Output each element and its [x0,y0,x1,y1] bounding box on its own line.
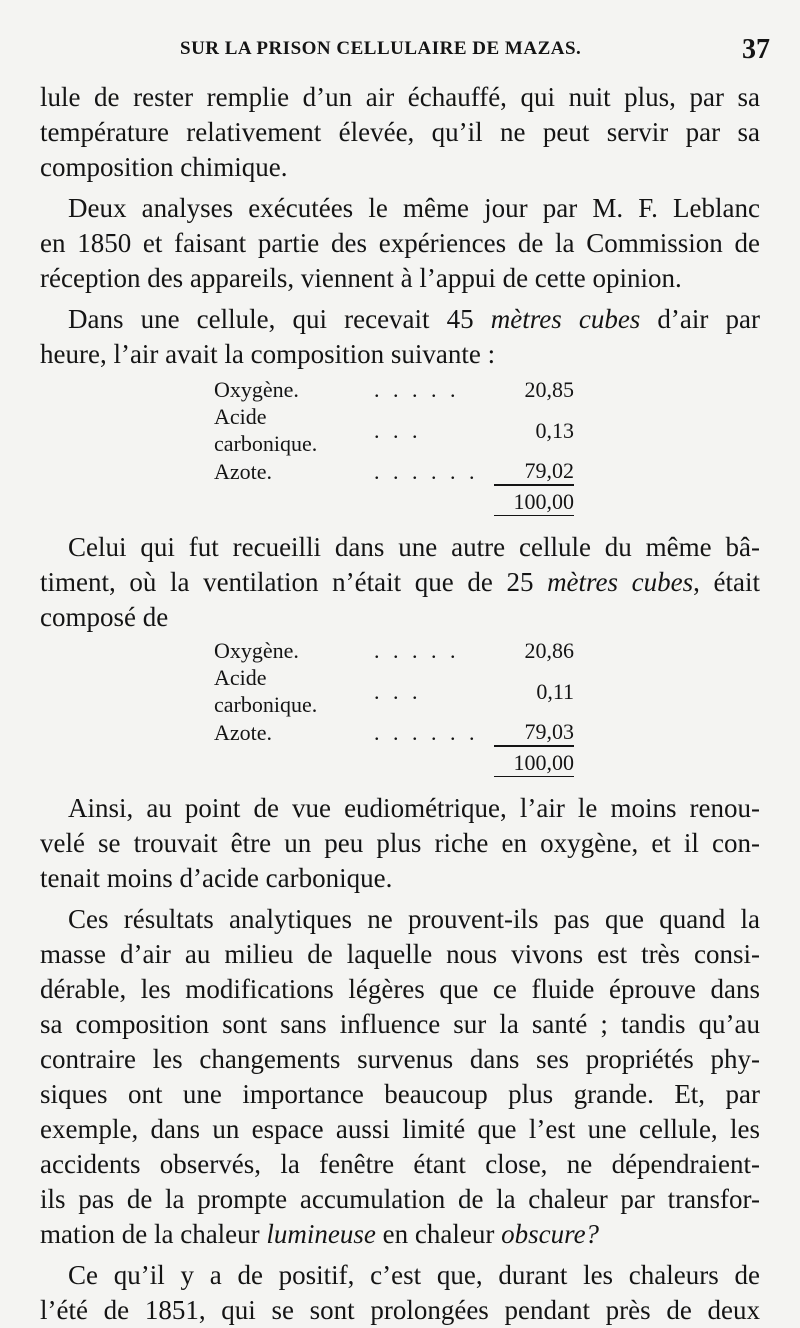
page-header [40,34,770,74]
empty-cell [214,485,374,516]
text-line: accidents observés, la fenêtre étant close, ne dépendraient- [40,1149,760,1179]
italic-span: mètres cubes [490,304,641,334]
table-row [214,718,574,746]
text-span: d’air par [640,304,760,334]
italic-span: obscure? [501,1219,600,1249]
component-value: 20,86 [524,638,574,663]
component-value: 20,85 [524,377,574,402]
paragraph-7 [40,1258,760,1328]
text-line: Ce qu’il y a de positif, c’est que, durant les chaleurs de [68,1260,760,1290]
text-line: dérable, les modifications légères que ce fluide éprouve dans [40,974,760,1004]
empty-cell [374,746,494,777]
total-value: 100,00 [494,485,574,516]
text-span: timent, où la ventilation n’était que de 25 [40,567,548,597]
text-line: température relativement élevée, qu’il ne peut servir par sa [40,117,760,147]
italic-span: mètres cubes [547,567,694,597]
component-name: Acide carbonique. [214,404,318,456]
text-line [40,565,760,600]
text-line: Ces résultats analytiques ne prouvent-ils pas que quand la [68,904,760,934]
leader-dots: . . . [374,678,422,704]
text-span: en chaleur [375,1219,502,1249]
text-line: exemple, dans un espace aussi limité que l’est une cellule, les [40,1114,760,1144]
table-total-row [214,485,574,516]
component-name: Oxygène. [214,377,299,402]
text-line: masse d’air au milieu de laquelle nous vivons est très consi- [40,939,760,969]
text-line: contraire les changements survenus dans ses propriétés phy- [40,1044,760,1074]
component-name: Azote. [214,719,273,745]
italic-span: lumineuse [266,1219,376,1249]
text-line: ils pas de la prompte accumulation de la chaleur par transfor- [40,1184,760,1214]
text-line: tenait moins d’acide carbonique. [40,863,393,893]
leader-dots: . . . . . [374,638,460,663]
text-line: réception des appareils, viennent à l’appui de cette opinion. [40,263,682,293]
table-row [214,637,574,664]
leader-dots: . . . . . . [374,458,479,484]
empty-cell [214,746,374,777]
component-name: Oxygène. [214,638,299,663]
text-line: l’été de 1851, qui se sont prolongées pendant près de deux [40,1295,760,1325]
text-span: Dans une cellule, qui recevait 45 [68,304,491,334]
table-total-row [214,746,574,777]
paragraph-6 [40,902,760,1252]
table-row [214,664,574,718]
total-value: 100,00 [494,746,574,777]
table-row [214,457,574,485]
text-line: heure, l’air avait la composition suivante : [40,339,496,369]
text-line: lule de rester remplie d’un air échauffé, qui nuit plus, par sa [40,82,760,112]
text-line [40,302,760,337]
leader-dots: . . . . . . [374,719,479,745]
component-value: 79,02 [524,458,574,483]
text-line: composé de [40,602,169,632]
empty-cell [374,485,494,516]
text-line: Celui qui fut recueilli dans une autre cellule du même bâ- [68,532,760,562]
text-line: composition chimique. [40,152,288,182]
component-value: 0,13 [535,417,574,443]
table-row [214,376,574,403]
leader-dots: . . . [374,417,422,443]
analysis-table-1 [214,376,574,516]
table-row [214,403,574,457]
paragraph-5 [40,791,760,896]
component-name: Acide carbonique. [214,665,318,717]
paragraph-4 [40,530,760,635]
page-number: 37 [742,34,770,65]
paragraph-2 [40,191,760,296]
page-body [40,80,760,1328]
text-span: , était [693,567,760,597]
component-value: 79,03 [524,719,574,744]
text-line: siques ont une importance beaucoup plus grande. Et, par [40,1079,760,1109]
paragraph-3 [40,302,760,372]
component-name: Azote. [214,458,273,484]
text-span: mation de la chaleur [40,1219,267,1249]
text-line: en 1850 et faisant partie des expériences de la Commission de [40,228,760,258]
leader-dots: . . . . . [374,377,460,402]
running-head: SUR LA PRISON CELLULAIRE DE MAZAS. [180,38,582,59]
text-line: Deux analyses exécutées le même jour par M. F. Leblanc [68,193,760,223]
text-line: sa composition sont sans influence sur la santé ; tandis qu’au [40,1009,760,1039]
analysis-table-2 [214,637,574,777]
text-line: Ainsi, au point de vue eudiométrique, l’air le moins renou- [68,793,760,823]
component-value: 0,11 [536,678,574,704]
text-line [40,1217,760,1252]
text-line: velé se trouvait être un peu plus riche en oxygène, et il con- [40,828,760,858]
paragraph-1 [40,80,760,185]
